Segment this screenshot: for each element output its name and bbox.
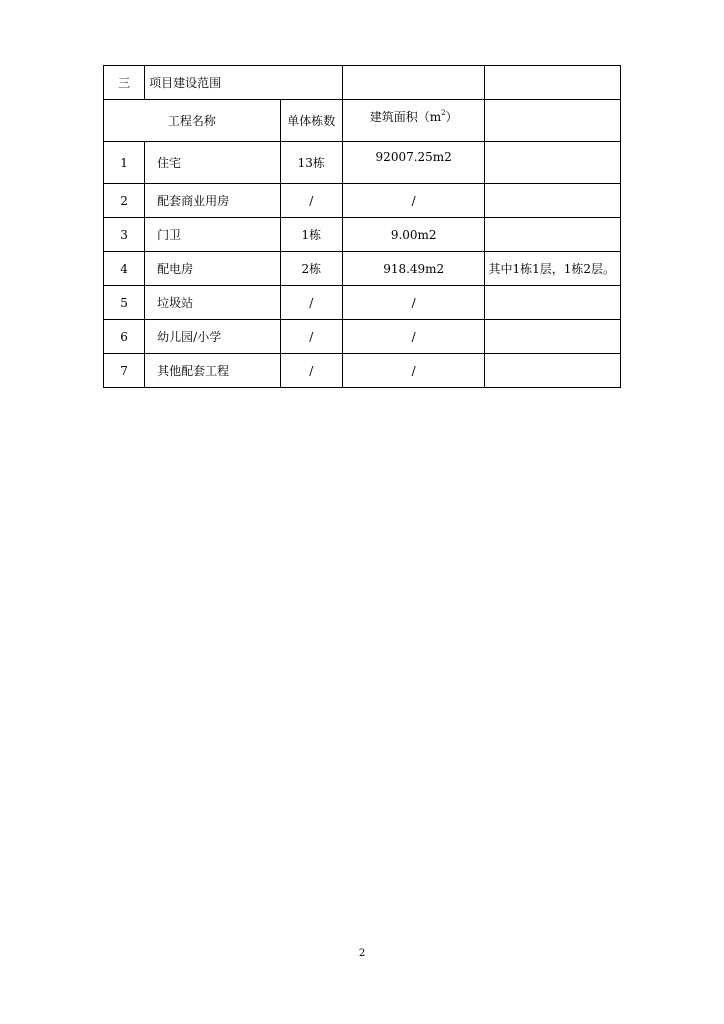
row-building-count: / xyxy=(280,286,342,320)
row-building-count: / xyxy=(280,354,342,388)
row-project-name: 住宅 xyxy=(145,142,281,184)
row-building-count: 1栋 xyxy=(280,218,342,252)
row-building-count: / xyxy=(280,320,342,354)
header-building-count: 单体栋数 xyxy=(280,100,342,142)
project-scope-table xyxy=(103,65,621,388)
row-floor-area: / xyxy=(342,354,485,388)
column-header-row xyxy=(104,100,621,142)
empty-cell xyxy=(342,66,485,100)
row-number: 1 xyxy=(104,142,145,184)
row-floor-area: / xyxy=(342,286,485,320)
row-number: 6 xyxy=(104,320,145,354)
table-row xyxy=(104,142,621,184)
row-project-name: 配电房 xyxy=(145,252,281,286)
row-floor-area: / xyxy=(342,320,485,354)
table-row xyxy=(104,320,621,354)
row-floor-area: / xyxy=(342,184,485,218)
row-building-count: 2栋 xyxy=(280,252,342,286)
header-floor-area-label: 建筑面积（m xyxy=(369,110,442,124)
row-project-name: 垃圾站 xyxy=(145,286,281,320)
row-number: 4 xyxy=(104,252,145,286)
header-floor-area-close: ） xyxy=(445,110,458,124)
row-remarks xyxy=(485,354,621,388)
header-area-superscript: 2 xyxy=(441,109,446,117)
row-number: 7 xyxy=(104,354,145,388)
row-number: 5 xyxy=(104,286,145,320)
row-project-name: 门卫 xyxy=(145,218,281,252)
row-building-count: 13栋 xyxy=(280,142,342,184)
page-number: 2 xyxy=(358,948,366,959)
table-row xyxy=(104,252,621,286)
row-floor-area: 918.49m2 xyxy=(342,252,485,286)
header-floor-area xyxy=(342,100,485,142)
row-remarks xyxy=(485,184,621,218)
empty-cell xyxy=(485,66,621,100)
header-remarks xyxy=(485,100,621,142)
row-number: 3 xyxy=(104,218,145,252)
header-project-name: 工程名称 xyxy=(104,100,281,142)
row-remarks: 其中1栋1层，1栋2层。 xyxy=(485,252,621,286)
table-row xyxy=(104,286,621,320)
row-remarks xyxy=(485,320,621,354)
row-project-name: 配套商业用房 xyxy=(145,184,281,218)
section-header-row xyxy=(104,66,621,100)
row-project-name: 其他配套工程 xyxy=(145,354,281,388)
row-remarks xyxy=(485,218,621,252)
table-row xyxy=(104,354,621,388)
row-project-name: 幼儿园/小学 xyxy=(145,320,281,354)
row-number: 2 xyxy=(104,184,145,218)
section-title: 项目建设范围 xyxy=(145,66,343,100)
row-floor-area: 9.00m2 xyxy=(342,218,485,252)
row-remarks xyxy=(485,142,621,184)
section-number: 三 xyxy=(104,66,145,100)
row-building-count: / xyxy=(280,184,342,218)
row-floor-area: 92007.25m2 xyxy=(342,142,485,184)
table-row xyxy=(104,184,621,218)
row-remarks xyxy=(485,286,621,320)
table-row xyxy=(104,218,621,252)
